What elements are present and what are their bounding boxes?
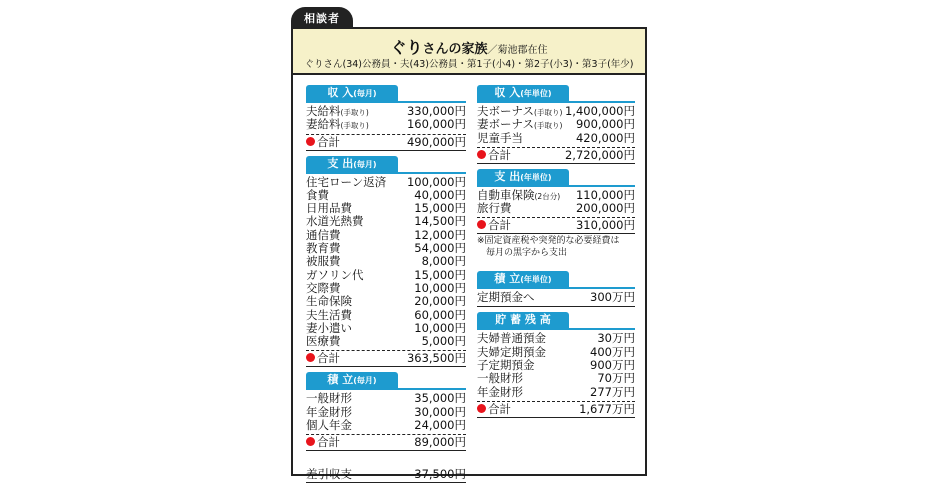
list-item: 日用品費 15,000円	[306, 201, 466, 216]
total-row: 合計 363,500円	[306, 351, 466, 367]
list-item: 児童手当 420,000円	[477, 130, 635, 145]
family-header	[293, 29, 645, 75]
assets-section	[477, 312, 635, 417]
section-header: 支 出(毎月)	[306, 156, 466, 174]
list-item: 医療費 5,000円	[306, 334, 466, 349]
location: ／菊池郡在住	[487, 45, 548, 56]
section-header: 積 立(年単位)	[477, 271, 635, 289]
list-item: 一般財形 35,000円	[306, 391, 466, 406]
red-dot-icon	[477, 150, 486, 159]
list-item: 年金財形 277万円	[477, 384, 635, 399]
list-item: 住宅ローン返済 100,000円	[306, 174, 466, 189]
income-monthly-section	[306, 85, 466, 151]
list-item: 夫婦普通預金 30万円	[477, 331, 635, 346]
list-item: 妻小遣い 10,000円	[306, 320, 466, 335]
savings-monthly-section	[306, 372, 466, 451]
red-dot-icon	[477, 404, 486, 413]
household-budget-panel	[291, 27, 647, 482]
list-item: 夫婦定期預金 400万円	[477, 344, 635, 359]
savings-yearly-section	[477, 271, 635, 307]
list-item: 夫給料(手取り) 330,000円	[306, 104, 466, 118]
name-rest: さんの家族	[422, 42, 488, 57]
list-item: 自動車保険(2台分) 110,000円	[477, 187, 635, 202]
red-dot-icon	[306, 437, 315, 446]
list-item: ガソリン代 15,000円	[306, 267, 466, 282]
section-header: 収 入(年単位)	[477, 85, 635, 103]
section-header: 貯 蓄 残 高	[477, 312, 635, 330]
income-yearly-section	[477, 85, 635, 164]
list-item: 個人年金 24,000円	[306, 418, 466, 433]
list-item: 交際費 10,000円	[306, 280, 466, 295]
list-item: 夫生活費 60,000円	[306, 307, 466, 322]
section-header: 支 出(年単位)	[477, 169, 635, 187]
total-row: 合計 490,000円	[306, 135, 466, 151]
note: ※固定資産税や突発的な必要経費は 毎月の黒字から支出	[477, 236, 620, 259]
red-dot-icon	[306, 137, 315, 146]
left-column	[306, 85, 466, 483]
red-dot-icon	[306, 353, 315, 362]
total-row: 合計 310,000円	[477, 218, 635, 234]
expense-yearly-section	[477, 169, 635, 260]
name-big: ぐり	[390, 38, 423, 57]
list-item: 通信費 12,000円	[306, 227, 466, 242]
list-item: 夫ボーナス(手取り) 1,400,000円	[477, 104, 635, 118]
section-header: 収 入(毎月)	[306, 85, 466, 103]
total-row: 合計 1,677万円	[477, 402, 635, 418]
list-item: 生命保険 20,000円	[306, 294, 466, 309]
expense-monthly-section	[306, 156, 466, 368]
list-item: 教育費 54,000円	[306, 241, 466, 256]
balance-row: 差引収支 37,500円	[306, 467, 466, 482]
list-item: 一般財形 70万円	[477, 371, 635, 386]
list-item: 妻給料(手取り) 160,000円	[306, 117, 466, 132]
family-name	[293, 35, 645, 58]
list-item: 水道光熱費 14,500円	[306, 214, 466, 229]
list-item: 旅行費 200,000円	[477, 201, 635, 216]
list-item: 年金財形 30,000円	[306, 404, 466, 419]
red-dot-icon	[477, 220, 486, 229]
section-header: 積 立(毎月)	[306, 372, 466, 390]
list-item: 子定期預金 900万円	[477, 358, 635, 373]
list-item: 被服費 8,000円	[306, 254, 466, 269]
family-members: ぐりさん(34)公務員・夫(43)公務員・第1子(小4)・第2子(小3)・第3子(年少)	[304, 59, 634, 70]
consultant-tab: 相談者	[291, 7, 353, 35]
list-item: 妻ボーナス(手取り) 900,000円	[477, 117, 635, 132]
list-item: 食費 40,000円	[306, 187, 466, 202]
total-row: 合計 2,720,000円	[477, 148, 635, 164]
total-row: 合計 89,000円	[306, 435, 466, 451]
right-column	[477, 85, 635, 423]
list-item: 定期預金へ 300万円	[477, 291, 635, 307]
